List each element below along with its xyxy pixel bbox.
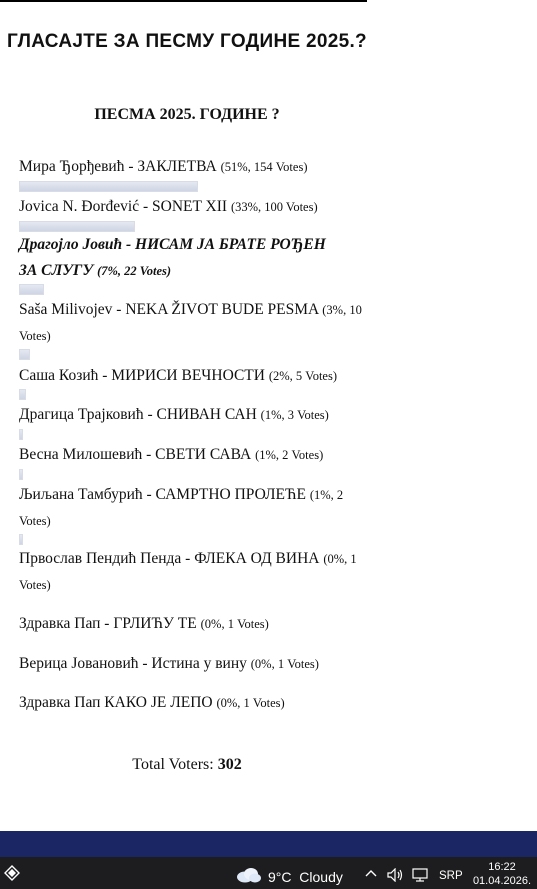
- poll-answer: [19, 546, 369, 598]
- top-divider: [0, 0, 367, 2]
- vote-bar: [19, 221, 135, 232]
- answer-text: Саша Козић - МИРИСИ ВЕЧНОСТИ: [19, 367, 265, 384]
- vote-bar: [19, 181, 198, 192]
- answer-text: Saša Milivojev - NEKA ŽIVOT BUDE PESMA: [19, 301, 319, 318]
- poll-answer: [19, 442, 369, 468]
- answer-stats: (2%, 5 Votes): [268, 369, 338, 383]
- vote-bar: [19, 349, 30, 360]
- answer-text: Верица Јовановић - Истина у вину: [19, 655, 247, 672]
- poll-answer: [19, 154, 369, 180]
- vote-bar: [19, 429, 23, 440]
- taskbar: [0, 857, 537, 889]
- page-heading: ГЛАСАЈТЕ ЗА ПЕСМУ ГОДИНЕ 2025.?: [7, 31, 367, 52]
- language-indicator[interactable]: SRP: [439, 870, 463, 882]
- answer-text: Драгојло Јовић - НИСАМ ЈА БРАТЕ РОЂЕН ЗА СЛУГУ: [19, 236, 326, 279]
- vote-bar: [19, 534, 23, 545]
- vote-bar: [19, 284, 44, 295]
- answer-stats: (0%, 1 Votes): [250, 657, 319, 671]
- total-voters: [0, 756, 374, 774]
- poll-answer: [19, 363, 369, 389]
- answer-text: Драгица Трајковић - СНИВАН САН: [19, 406, 257, 423]
- answer-text: Здравка Пап КАКО ЈЕ ЛЕПО: [19, 694, 213, 711]
- answer-stats: (0%, 1 Votes): [216, 696, 285, 710]
- answer-stats: (51%, 154 Votes): [220, 160, 308, 174]
- answer-text: Весна Милошевић - СВЕТИ САВА: [19, 446, 252, 463]
- windows-start-icon[interactable]: [4, 865, 20, 881]
- poll-answer: [19, 690, 369, 716]
- page-footer-band: [0, 831, 537, 857]
- network-icon[interactable]: [412, 868, 428, 885]
- vote-bar: [19, 469, 23, 480]
- poll-answer: [19, 194, 369, 220]
- answer-stats: (0%, 1 Votes): [19, 552, 357, 592]
- answer-stats: (1%, 2 Votes): [19, 488, 344, 528]
- clock-time: 16:22: [488, 861, 516, 873]
- poll-answer: [19, 611, 369, 637]
- answer-text: Првослав Пендић Пенда - ФЛЕКА ОД ВИНА: [19, 550, 320, 567]
- answer-stats: (3%, 10 Votes): [19, 303, 362, 343]
- answer-text: Jovica N. Đorđević - SONET XII: [19, 198, 228, 215]
- poll-title: ПЕСМА 2025. ГОДИНЕ ?: [94, 106, 280, 123]
- answer-stats: (1%, 2 Votes): [255, 448, 324, 462]
- poll-answer: [19, 651, 369, 677]
- answer-stats: (7%, 22 Votes): [97, 264, 172, 278]
- temperature: 9°C: [268, 869, 292, 885]
- answer-stats: (0%, 1 Votes): [200, 617, 269, 631]
- weather-widget[interactable]: [268, 869, 343, 885]
- vote-bar: [19, 389, 26, 400]
- answer-text: Здравка Пап - ГРЛИЋУ ТЕ: [19, 615, 197, 632]
- speaker-icon[interactable]: [387, 868, 405, 885]
- total-voters-value: 302: [217, 756, 242, 773]
- weather-text: Cloudy: [299, 869, 343, 885]
- clock[interactable]: [470, 860, 534, 888]
- answer-text: Мира Ђорђевић - ЗАКЛЕТВА: [19, 158, 217, 175]
- poll-answer: [19, 402, 369, 428]
- answer-stats: (1%, 3 Votes): [260, 408, 329, 422]
- cloud-icon[interactable]: [236, 867, 262, 883]
- poll-answer: [19, 482, 369, 534]
- answer-text: Љиљана Тамбурић - САМРТНО ПРОЛЕЋЕ: [19, 486, 306, 503]
- clock-date: 01.04.2026.: [472, 875, 532, 887]
- total-voters-label: Total Voters:: [132, 756, 214, 773]
- poll-answer: [19, 232, 329, 284]
- chevron-up-icon[interactable]: [365, 868, 377, 883]
- answer-stats: (33%, 100 Votes): [230, 200, 318, 214]
- poll-answer: [19, 297, 369, 349]
